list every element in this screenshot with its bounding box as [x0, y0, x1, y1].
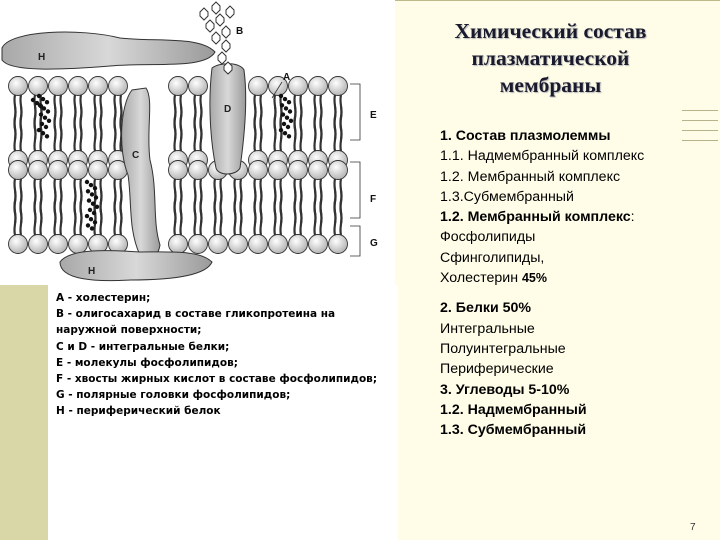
legend-line: С и D - интегральные белки; — [56, 340, 230, 353]
content-text: Периферические — [440, 361, 554, 378]
content-line — [440, 146, 700, 166]
content-text: 1.3.Субмембранный — [440, 188, 574, 205]
content-line — [440, 380, 700, 400]
content-text: 1.2. Мембранный комплекс — [440, 209, 631, 226]
label-g: G — [370, 238, 378, 249]
decorative-band — [0, 280, 48, 540]
figure-legend — [48, 285, 398, 540]
content-text: Интегральные — [440, 320, 535, 337]
legend-line: F - хвосты жирных кислот в составе фосфолипидов; — [56, 373, 378, 386]
integral-protein-d — [210, 64, 246, 174]
label-c: C — [132, 150, 140, 161]
content-text: Сфинголипиды, — [440, 249, 545, 266]
content-line — [440, 187, 700, 207]
layer-brackets — [350, 84, 360, 256]
content-text: 1.3. Субмембранный — [440, 422, 587, 439]
label-e: E — [370, 110, 377, 121]
legend-line: G - полярные головки фосфолипидов; — [56, 389, 291, 402]
label-d: D — [224, 104, 232, 115]
content-line — [440, 126, 700, 146]
lipid-bilayer — [9, 77, 348, 254]
content-line — [440, 167, 700, 187]
content-line — [440, 400, 700, 420]
content-line — [440, 248, 700, 268]
label-a: A — [283, 72, 291, 83]
legend-line: Е - молекулы фосфолипидов; — [56, 356, 238, 369]
label-h-top: H — [38, 52, 46, 63]
content-suffix: 45% — [521, 271, 547, 286]
label-b: B — [236, 26, 244, 37]
legend-line: Н - периферический белок — [56, 405, 221, 418]
content-text: 1. Состав плазмолеммы — [440, 128, 611, 144]
legend-line: В - олигосахарид в составе гликопротеина на — [56, 308, 336, 321]
content-line — [440, 319, 700, 339]
title-line: плазматической — [471, 46, 630, 70]
content-text: 1.2. Мембранный комплекс — [440, 168, 621, 185]
content-line — [440, 420, 700, 440]
content-line — [440, 359, 700, 379]
title-line: Химический состав — [454, 19, 647, 43]
peripheral-protein-bottom — [60, 251, 212, 281]
integral-protein-c — [122, 88, 160, 258]
content-text: Полуинтегральные — [440, 340, 566, 357]
content-text: Холестерин — [440, 270, 522, 287]
page-number: 7 — [690, 522, 696, 533]
content-text: 1.2. Надмембранный — [440, 401, 587, 418]
label-h-bottom: H — [88, 266, 96, 277]
content-line — [440, 268, 700, 288]
content-line — [440, 298, 700, 318]
content-text: Фосфолипиды — [440, 229, 536, 246]
legend-line: наружной поверхности; — [56, 324, 202, 337]
divider-line — [395, 0, 720, 1]
peripheral-protein-top — [2, 32, 215, 69]
content-text: 2. Белки 50% — [440, 300, 532, 317]
content-text: 3. Углеводы 5-10% — [440, 381, 570, 398]
oligosaccharide-chain — [200, 2, 234, 74]
label-f: F — [370, 194, 377, 205]
title-line: мембраны — [499, 73, 602, 97]
content-list — [440, 126, 700, 440]
legend-line: А - холестерин; — [56, 292, 151, 304]
content-line — [440, 227, 700, 247]
slide-title — [438, 18, 663, 99]
content-line — [440, 207, 700, 227]
content-text: 1.1. Надмембранный комплекс — [440, 148, 645, 165]
content-line — [440, 339, 700, 359]
content-suffix: : — [630, 209, 635, 226]
membrane-diagram — [0, 0, 395, 285]
